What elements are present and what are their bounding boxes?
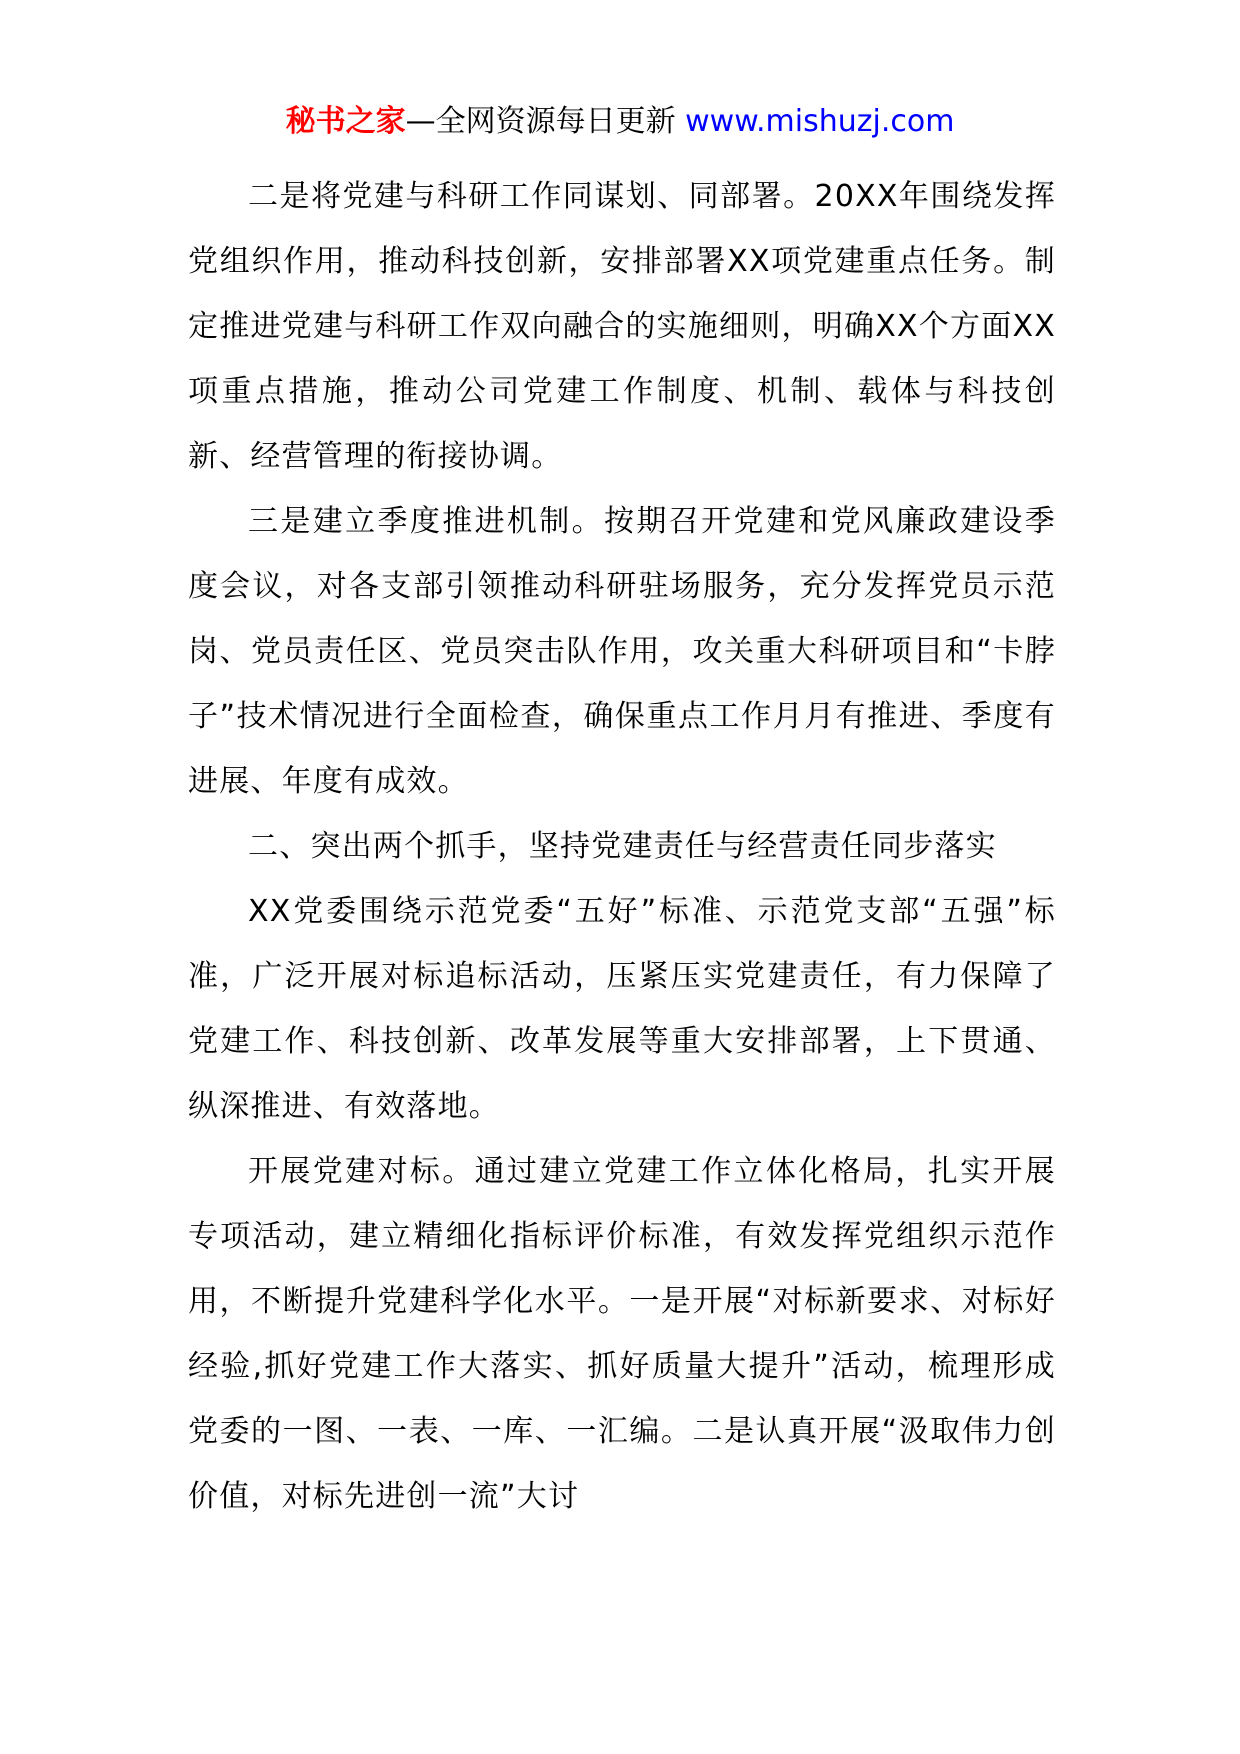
paragraph-1: 二是将党建与科研工作同谋划、同部署。20XX年围绕发挥党组织作用，推动科技创新，安排部署XX项党建重点任务。制定推进党建与科研工作双向融合的实施细则，明确XX个方面XX项重点措施，推动公司党建工作制度、机制、载体与科技创新、经营管理的衔接协调。	[188, 179, 1056, 474]
paragraph-3: XX党委围绕示范党委“五好”标准、示范党支部“五强”标准，广泛开展对标追标活动，压紧压实党建责任，有力保障了党建工作、科技创新、改革发展等重大安排部署，上下贯通、纵深推进、有效落地。	[188, 894, 1056, 1124]
site-header	[0, 100, 1240, 144]
section-heading: 二、突出两个抓手，坚持党建责任与经营责任同步落实	[248, 829, 997, 864]
header-tagline: —全网资源每日更新	[405, 104, 686, 139]
paragraph-4: 开展党建对标。通过建立党建工作立体化格局，扎实开展专项活动，建立精细化指标评价标准，有效发挥党组织示范作用，不断提升党建科学化水平。一是开展“对标新要求、对标好经验,抓好党建工作大落实、抓好质量大提升”活动，梳理形成党委的一图、一表、一库、一汇编。二是认真开展“汲取伟力创价值，对标先进创一流”大讨	[188, 1154, 1056, 1514]
paragraph-2: 三是建立季度推进机制。按期召开党建和党风廉政建设季度会议，对各支部引领推动科研驻场服务，充分发挥党员示范岗、党员责任区、党员突击队作用，攻关重大科研项目和“卡脖子”技术情况进行全面检查，确保重点工作月月有推进、季度有进展、年度有成效。	[188, 504, 1056, 799]
document-body	[188, 164, 1056, 1529]
site-url-link[interactable]: www.mishuzj.com	[685, 104, 955, 139]
brand-name: 秘书之家	[285, 104, 406, 139]
